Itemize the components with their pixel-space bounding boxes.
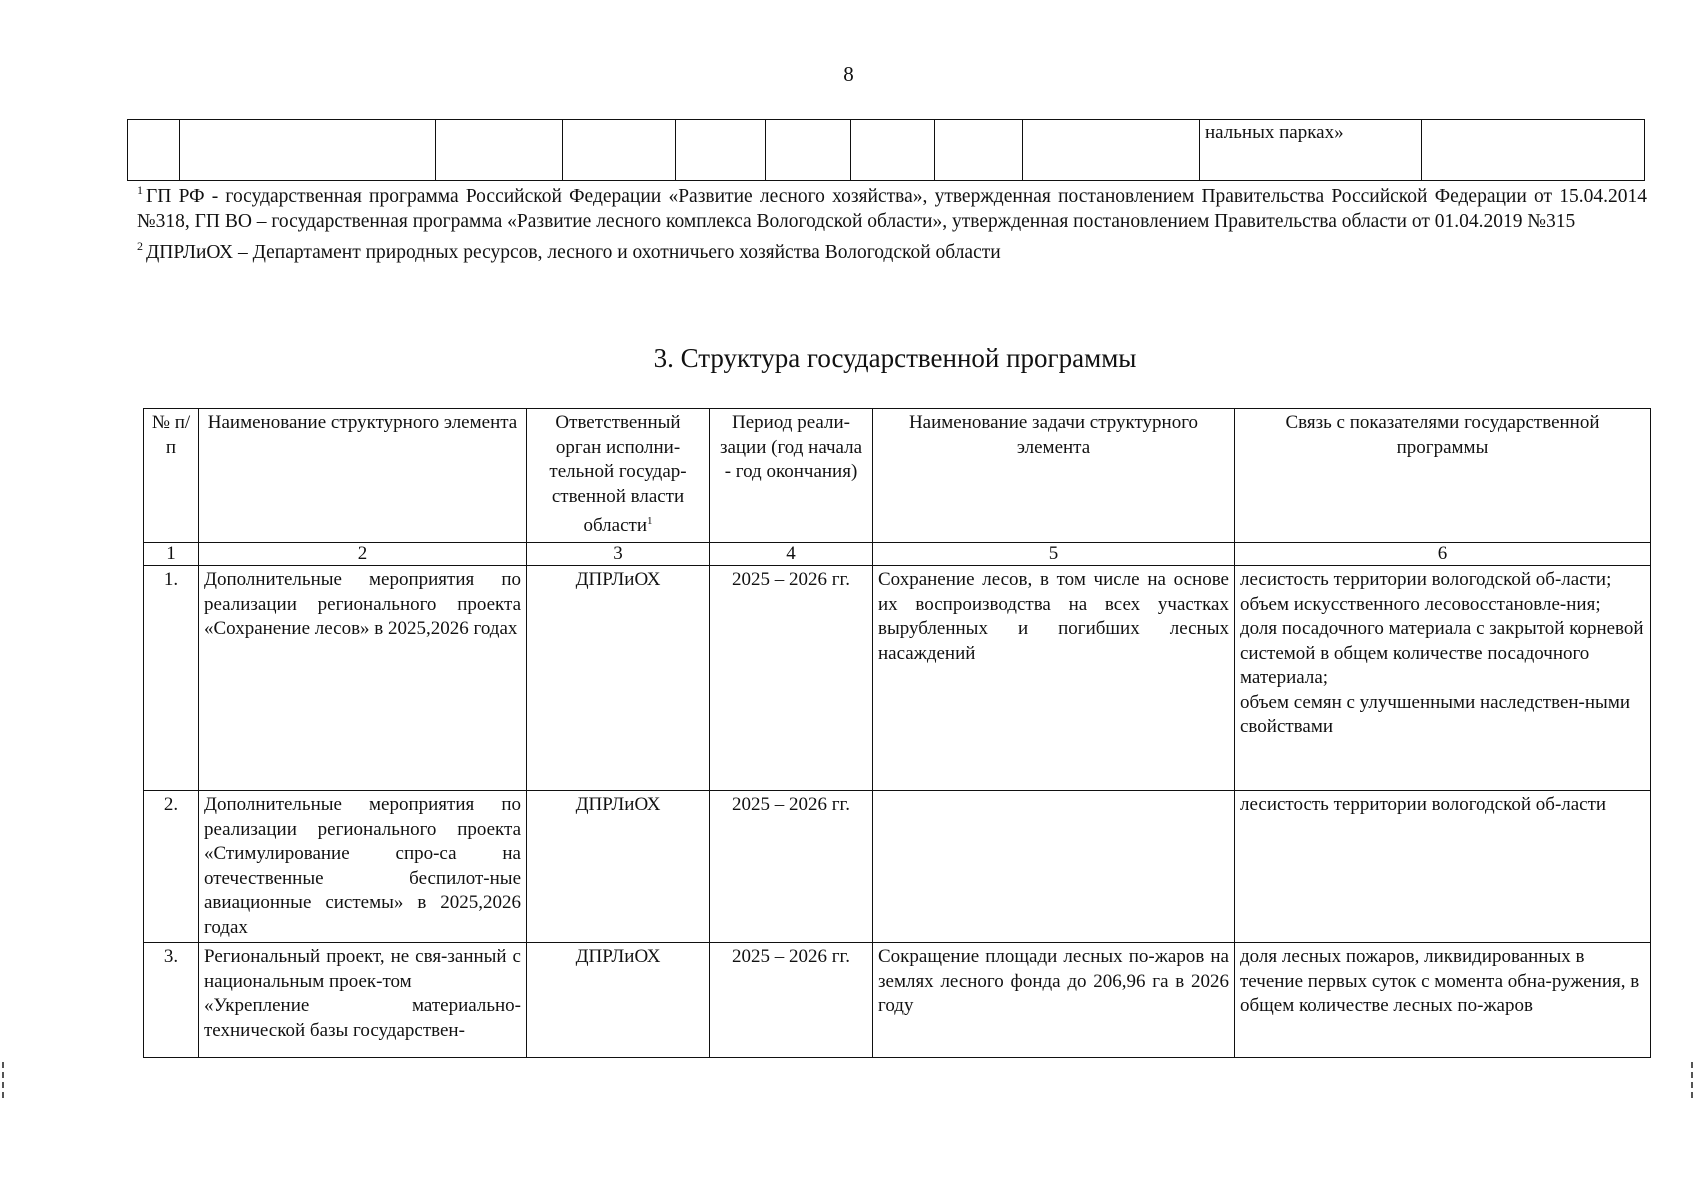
table-cell xyxy=(1422,120,1645,181)
table-cell xyxy=(436,120,563,181)
table-header-row xyxy=(144,409,1651,543)
table-row xyxy=(144,566,1651,791)
row-task: Сокращение площади лесных по-жаров на землях лесного фонда до 206,96 га в 2026 году xyxy=(873,943,1235,1058)
row-task: Сохранение лесов, в том числе на основе их воспроизводства на всех участках вырубленных и погибших лесных насаждений xyxy=(873,566,1235,791)
row-indicators: лесистость территории вологодской об-ласти xyxy=(1235,791,1651,943)
row-element-name: Региональный проект, не свя-занный с национальным проек-том «Укрепление материально-технической базы государствен- xyxy=(199,943,527,1058)
footnote-text: ДПРЛиОХ – Департамент природных ресурсов, лесного и охотничьего хозяйства Вологодской области xyxy=(146,242,1001,263)
row-period: 2025 – 2026 гг. xyxy=(710,791,873,943)
row-org: ДПРЛиОХ xyxy=(527,943,710,1058)
header-element-name: Наименование структурного элемента xyxy=(199,409,527,543)
footnote-mark: 1 xyxy=(137,183,143,197)
row-element-name: Дополнительные мероприятия по реализации регионального проекта «Стимулирование спро-са на отечественные беспилот-ные авиационные системы» в 2025,2026 годах xyxy=(199,791,527,943)
column-number: 2 xyxy=(199,543,527,566)
table-cell xyxy=(935,120,1023,181)
continuation-row xyxy=(128,120,1645,181)
section-title: 3. Структура государственной программы xyxy=(653,343,1137,373)
table-row xyxy=(144,791,1651,943)
table-cell xyxy=(851,120,935,181)
program-structure-table xyxy=(143,408,1651,1058)
footnotes xyxy=(137,178,1647,265)
continuation-table xyxy=(127,119,1645,181)
row-period: 2025 – 2026 гг. xyxy=(710,566,873,791)
header-responsible-org: Ответственный орган исполни-тельной государ-ственной власти области$^1$ xyxy=(527,409,710,543)
row-period: 2025 – 2026 гг. xyxy=(710,943,873,1058)
column-number: 4 xyxy=(710,543,873,566)
header-task: Наименование задачи структурного элемента xyxy=(873,409,1235,543)
table-cell xyxy=(180,120,436,181)
column-number: 5 xyxy=(873,543,1235,566)
header-period: Период реали-зации (год начала - год окончания) xyxy=(710,409,873,543)
header-num: № п/п xyxy=(144,409,199,543)
table-cell: нальных парках» xyxy=(1200,120,1422,181)
header-indicators: Связь с показателями государственной программы xyxy=(1235,409,1651,543)
row-indicators: лесистость территории вологодской об-ласти; объем искусственного лесовосстановле-ния; доля посадочного материала с закрытой корневой системой в общем количестве посадочного материала; объем семян с улучшенными наследствен-ными свойствами xyxy=(1235,566,1651,791)
table-cell xyxy=(676,120,766,181)
footnote-text: ГП РФ - государственная программа Российской Федерации «Развитие лесного хозяйства», утвержденная постановлением Правительства Российской Федерации от 15.04.2014 №318, ГП ВО – государственная программа «Развитие лесного комплекса Вологодской области», утвержденная постановлением Правительства области от 01.04.2019 №315 xyxy=(137,186,1647,232)
table-cell xyxy=(563,120,676,181)
column-number: 1 xyxy=(144,543,199,566)
row-indicators: доля лесных пожаров, ликвидированных в течение первых суток с момента обна-ружения, в общем количестве лесных по-жаров xyxy=(1235,943,1651,1058)
table-cell xyxy=(128,120,180,181)
row-org: ДПРЛиОХ xyxy=(527,791,710,943)
row-org: ДПРЛиОХ xyxy=(527,566,710,791)
column-number: 6 xyxy=(1235,543,1651,566)
scan-edge-mark xyxy=(2,1062,6,1098)
row-num: 1. xyxy=(144,566,199,791)
footnote-mark: 2 xyxy=(137,239,143,253)
row-num: 3. xyxy=(144,943,199,1058)
page-number: 8 xyxy=(843,62,854,86)
footnote-1 xyxy=(137,178,1647,234)
table-row xyxy=(144,943,1651,1058)
row-task xyxy=(873,791,1235,943)
table-cell xyxy=(766,120,851,181)
header-footnote-mark: 1 xyxy=(647,515,653,527)
table-cell xyxy=(1023,120,1200,181)
scan-edge-mark xyxy=(1691,1062,1695,1098)
footnote-2 xyxy=(137,234,1647,265)
row-num: 2. xyxy=(144,791,199,943)
column-number-row xyxy=(144,543,1651,566)
column-number: 3 xyxy=(527,543,710,566)
row-element-name: Дополнительные мероприятия по реализации регионального проекта «Сохранение лесов» в 2025,2026 годах xyxy=(199,566,527,791)
